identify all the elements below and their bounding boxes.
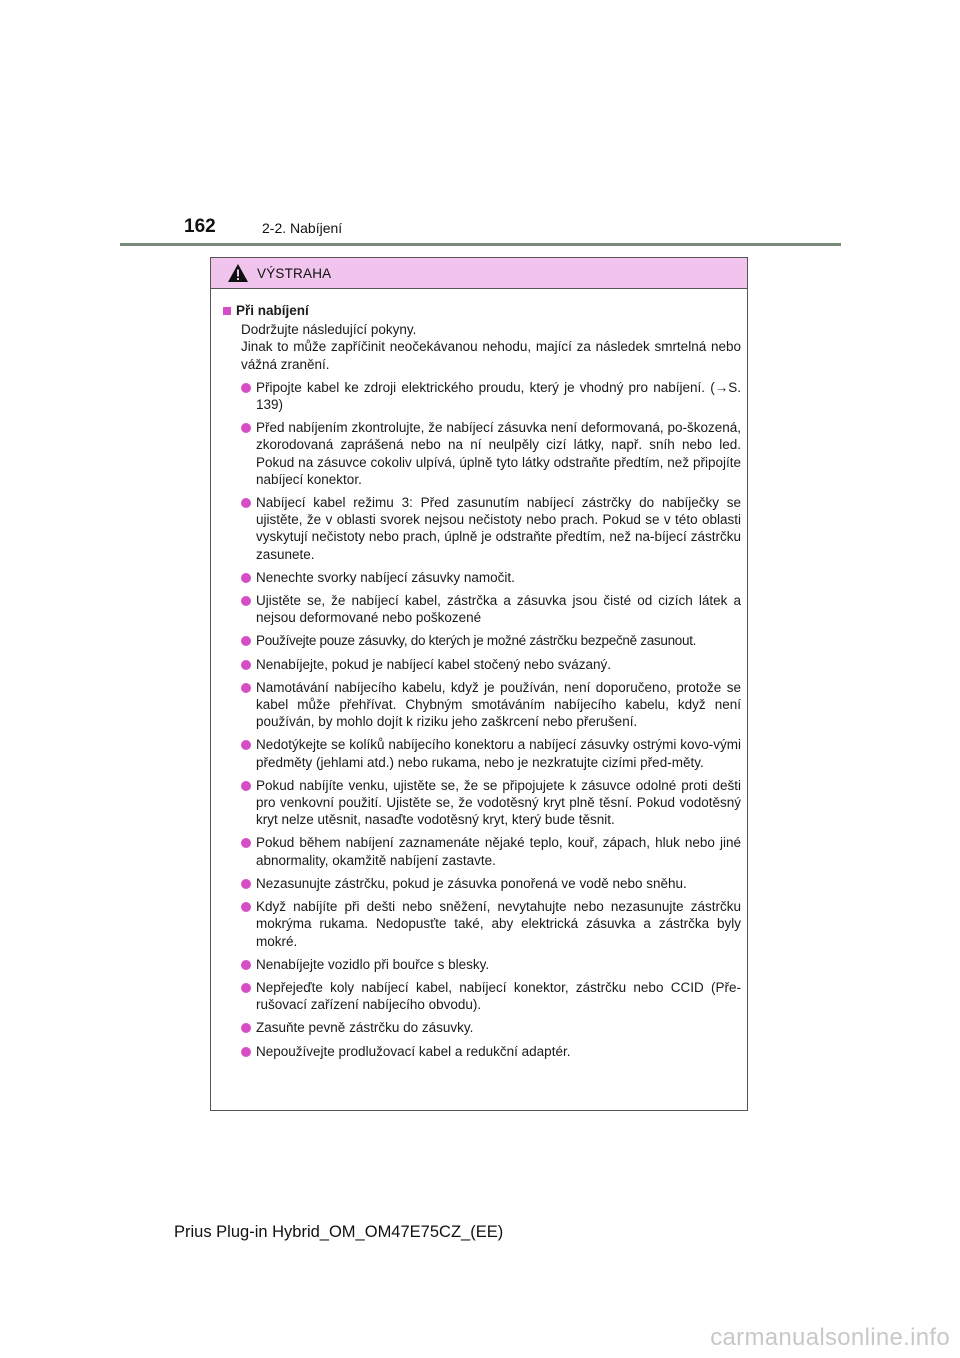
list-item-text: Pokud během nabíjení zaznamenáte nějaké teplo, kouř, zápach, hluk nebo jiné abnormality, okamžitě nabíjení zastavte. [256, 835, 741, 868]
bullet-dot-icon [241, 383, 251, 393]
bullet-dot-icon [241, 983, 251, 993]
list-item [223, 898, 741, 950]
list-item-text: Nepřejeďte koly nabíjecí kabel, nabíjecí konektor, zástrčku nebo CCID (Pře-rušovací zařízení nabíjecího obvodu). [256, 979, 741, 1013]
list-item [223, 1043, 741, 1060]
footer-manual-id: Prius Plug-in Hybrid_OM_OM47E75CZ_(EE) [174, 1223, 504, 1241]
header-divider [120, 243, 841, 246]
bullet-dot-icon [241, 781, 251, 791]
warning-list [223, 379, 741, 1060]
bullet-dot-icon [241, 838, 251, 848]
bullet-dot-icon [241, 902, 251, 912]
bullet-dot-icon [241, 573, 251, 583]
bullet-dot-icon [241, 740, 251, 750]
section-title: 2-2. Nabíjení [262, 220, 343, 236]
warning-title: VÝSTRAHA [257, 265, 332, 281]
list-item-text: Nenabíjejte, pokud je nabíjecí kabel stočený nebo svázaný. [256, 656, 611, 672]
bullet-dot-icon [241, 596, 251, 606]
bullet-dot-icon [241, 960, 251, 970]
list-item-text: Nedotýkejte se kolíků nabíjecího konektoru a nabíjecí zásuvky ostrými kovo-vými předměty (jehlami atd.) nebo rukama, nebo je nezkratujte cizími před-měty. [256, 737, 741, 770]
bullet-dot-icon [241, 636, 251, 646]
list-item-text: Zasuňte pevně zástrčku do zásuvky. [256, 1020, 474, 1036]
list-item-text: Když nabíjíte při dešti nebo sněžení, nevytahujte nebo nezasunujte zástrčku mokrýma rukama. Nedopusťte také, aby elektrická zásuvka a zástrčka byly mokré. [256, 899, 741, 949]
list-item [223, 834, 741, 868]
list-item [223, 875, 741, 892]
bullet-dot-icon [241, 498, 251, 508]
warning-body [211, 289, 747, 1060]
bullet-dot-icon [241, 1023, 251, 1033]
page-number: 162 [184, 216, 216, 237]
list-item-text: Nepoužívejte prodlužovací kabel a redukční adaptér. [256, 1043, 571, 1059]
list-item-text: Před nabíjením zkontrolujte, že nabíjecí zásuvka není deformovaná, po-škozená, zkorodovaná zaprášená nebo na ní neulpěly cizí látky, např. sníh nebo led. Pokud na zásuvce cokoliv ulpívá, úplně tyto látky odstraňte předtím, než připojíte nabíjecí konektor. [256, 420, 741, 487]
list-item [223, 656, 741, 673]
warning-header [211, 258, 747, 289]
list-item-text: Pokud nabíjíte venku, ujistěte se, že se připojujete k zásuvce odolné proti dešti pro venkovní použití. Ujistěte se, že vodotěsný kryt plně těsní. Pokud vodotěsný kryt nelze utěsnit, nasaďte vodotěsný kryt, který bude těsnit. [256, 777, 741, 828]
list-item-text: Namotávání nabíjecího kabelu, když je používán, není doporučeno, protože se kabel může přehřívat. Chybným smotáváním nabíjecího kabelu, když není používán, by mohlo dojít k riziku jeho zaškrcení nebo přerušení. [256, 679, 741, 730]
list-item [223, 777, 741, 829]
list-item [223, 379, 741, 413]
list-item [223, 679, 741, 731]
list-item-text: Ujistěte se, že nabíjecí kabel, zástrčka a zásuvka jsou čisté od cizích látek a nejsou deformované nebo poškozené [256, 593, 741, 626]
list-item [223, 592, 741, 626]
list-item-text: Nabíjecí kabel režimu 3: Před zasunutím nabíjecí zástrčky do nabíječky se ujistěte, že v oblasti svorek nejsou nečistoty nebo prach. Pokud se v této oblasti vyskytují nečistoty nebo prach, úplně je odstraňte předtím, než na-bíjecí zástrčku zasunete. [256, 495, 741, 562]
warning-box [210, 257, 748, 1111]
watermark: carmanualsonline.info [710, 1324, 950, 1351]
bullet-dot-icon [241, 683, 251, 693]
list-item [223, 569, 741, 586]
bullet-dot-icon [241, 423, 251, 433]
list-item [223, 956, 741, 973]
bullet-dot-icon [241, 660, 251, 670]
list-item [223, 736, 741, 770]
bullet-dot-icon [241, 1047, 251, 1057]
list-item-text: Používejte pouze zásuvky, do kterých je možné zástrčku bezpečně zasunout. [256, 633, 697, 649]
intro-line: Dodržujte následující pokyny. [241, 322, 417, 338]
list-item-text: Nezasunujte zástrčku, pokud je zásuvka ponořená ve vodě nebo sněhu. [256, 875, 687, 891]
list-item-text: Nenabíjejte vozidlo při bouřce s blesky. [256, 956, 490, 972]
list-item [223, 494, 741, 563]
list-item-text: Nenechte svorky nabíjecí zásuvky namočit. [256, 569, 515, 585]
warning-triangle-icon [227, 263, 249, 283]
list-item [223, 1019, 741, 1036]
warning-subheading [223, 302, 741, 319]
subheading-text: Při nabíjení [236, 303, 309, 318]
intro-text [223, 321, 741, 373]
list-item [223, 419, 741, 488]
intro-line: Jinak to může zapříčinit neočekávanou nehodu, mající za následek smrtelná nebo vážná zranění. [241, 339, 741, 372]
square-bullet-icon [223, 307, 231, 315]
bullet-dot-icon [241, 879, 251, 889]
list-item [223, 632, 741, 649]
list-item-text: Připojte kabel ke zdroji elektrického proudu, který je vhodný pro nabíjení. (→S. 139) [256, 379, 741, 413]
list-item [223, 979, 741, 1013]
